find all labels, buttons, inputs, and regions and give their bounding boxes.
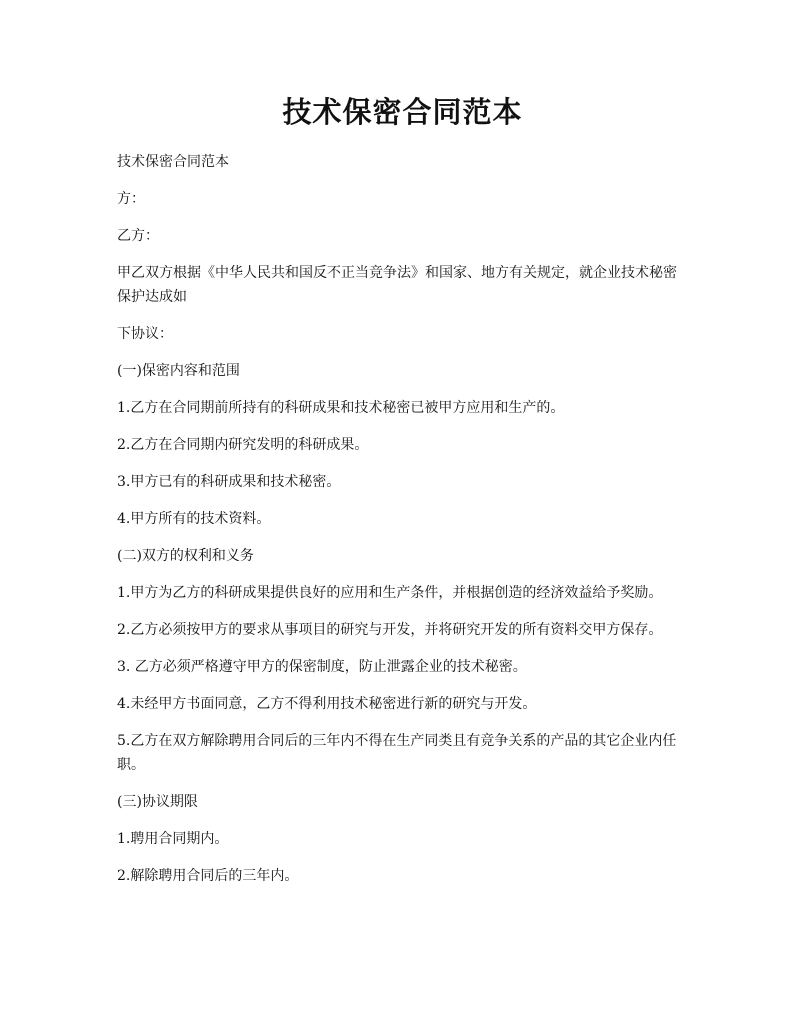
paragraph-intro: 甲乙双方根据《中华人民共和国反不正当竞争法》和国家、地方有关规定，就企业技术秘密保护达成如 bbox=[117, 265, 677, 305]
list-item-scope-3: 3.甲方已有的科研成果和技术秘密。 bbox=[117, 474, 341, 490]
document-title: 技术保密合同范本 bbox=[282, 95, 523, 129]
paragraph-party-a: 方： bbox=[117, 191, 145, 207]
section-heading-rights-duties: (二)双方的权利和义务 bbox=[117, 548, 254, 564]
list-item-term-1: 1.聘用合同期内。 bbox=[117, 831, 229, 847]
list-item-scope-2: 2.乙方在合同期内研究发明的科研成果。 bbox=[117, 437, 369, 453]
list-item-rights-4: 4.未经甲方书面同意，乙方不得利用技术秘密进行新的研究与开发。 bbox=[117, 696, 537, 712]
paragraph-party-b: 乙方： bbox=[117, 228, 159, 244]
list-item-scope-4: 4.甲方所有的技术资料。 bbox=[117, 511, 271, 527]
paragraph-agreement-lead: 下协议： bbox=[117, 326, 173, 342]
list-item-rights-2: 2.乙方必须按甲方的要求从事项目的研究与开发，并将研究开发的所有资料交甲方保存。 bbox=[117, 622, 663, 638]
section-heading-confidential-scope: (一)保密内容和范围 bbox=[117, 363, 240, 379]
list-item-rights-5: 5.乙方在双方解除聘用合同后的三年内不得在生产同类且有竞争关系的产品的其它企业内任职。 bbox=[117, 733, 677, 773]
list-item-rights-1: 1.甲方为乙方的科研成果提供良好的应用和生产条件，并根据创造的经济效益给予奖励。 bbox=[117, 585, 663, 601]
list-item-scope-1: 1.乙方在合同期前所持有的科研成果和技术秘密已被甲方应用和生产的。 bbox=[117, 400, 565, 416]
paragraph-subtitle: 技术保密合同范本 bbox=[117, 154, 229, 170]
list-item-term-2: 2.解除聘用合同后的三年内。 bbox=[117, 868, 299, 884]
list-item-rights-3: 3. 乙方必须严格遵守甲方的保密制度，防止泄露企业的技术秘密。 bbox=[117, 659, 527, 675]
section-heading-term: (三)协议期限 bbox=[117, 794, 198, 810]
